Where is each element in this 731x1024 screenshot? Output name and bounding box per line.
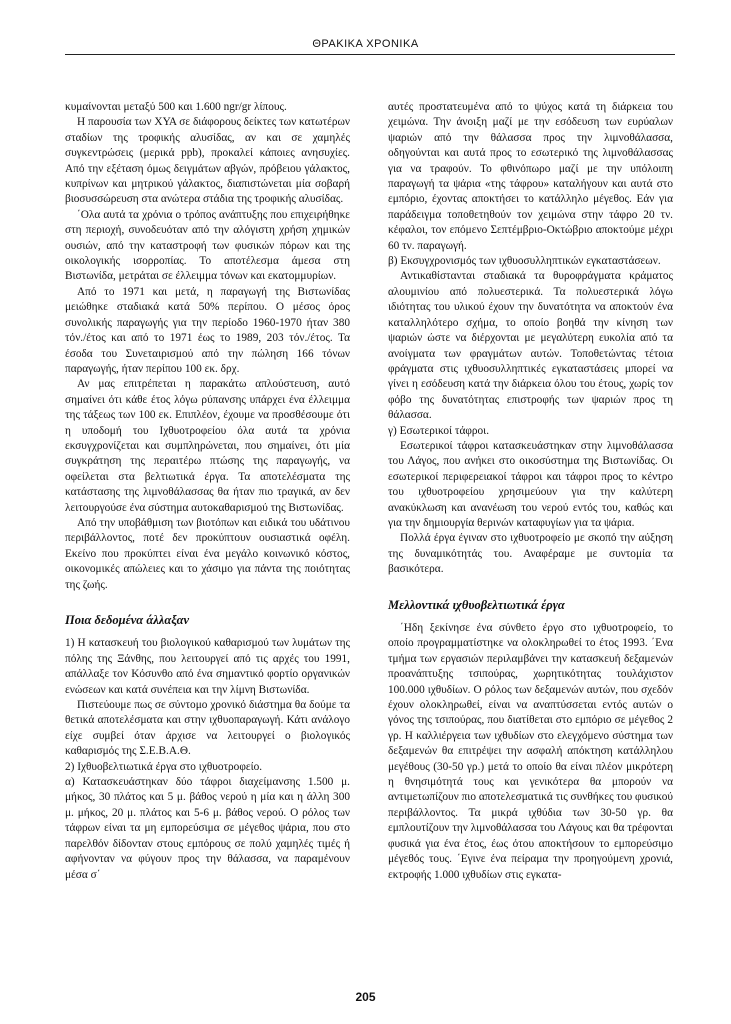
- paragraph: Αν μας επιτρέπεται η παρακάτω απλούστευση, αυτό σημαίνει ότι κάθε έτος λόγω ρύπανσης υπάρχει ένα έλλειμμα της τάξεως των 100 εκ. Επιπλέον, έχουμε να προσθέσουμε ότι η υποδομή του Ιχθυοτροφείου όλα αυτά τα χρόνια εκσυγχρονίζεται και συμπληρώνεται, που σημαίνει, ότι μία συγκράτηση της περαιτέρω πτώσης της παραγωγής, να οφείλεται στα βελτιωτικά έργα. Τα αποτελέσματα της κατάστασης της λιμνοθάλασσας θα ήταν πιο τραγικά, αν δεν λειτουργούσε ένα σύστημα αυτοκαθαρισμού της Βιστωνίδας.: [65, 378, 350, 514]
- paragraph: β) Εκσυγχρονισμός των ιχθυοσυλληπτικών εγκαταστάσεων.: [388, 255, 661, 268]
- paragraph: α) Κατασκευάστηκαν δύο τάφροι διαχείμανσης 1.500 μ. μήκος, 30 πλάτος και 5 μ. βάθος νερού η μία και η άλλη 300 μ. μήκος, 20 μ. πλάτος και 5-6 μ. βάθος νερού. Ο ρόλος των τάφρων είναι τα μη εμπορεύσιμα σε μέγεθος ψάρια, που στο παρελθόν δίδονταν στους εμπόρους σε πολύ χαμηλές τιμές ή αφήνονταν να φύγουν προς την θάλασσα, να παραμένουν μέσα σ΄: [65, 776, 350, 881]
- paragraph: γ) Εσωτερικοί τάφροι.: [388, 424, 490, 437]
- paragraph: 2) Ιχθυοβελτιωτικά έργα στο ιχθυοτροφείο.: [65, 760, 263, 773]
- paragraph: Η παρουσία των ΧΥΑ σε διάφορους δείκτες των κατωτέρων σταδίων της τροφικής αλυσίδας, αν και σε χαμηλές συγκεντρώσεις (μερικά ppb), προκαλεί κάποιες ανησυχίες. Από την εξέταση όμως δειγμάτων αβγών, πρόβειου γάλακτος, κυπρίνων και μητρικού γάλακτος, διαπιστώνεται μία σοβαρή βιοσυσσώρευση στα ανώτερα στάδια της τροφικής αλυσίδας.: [65, 116, 350, 206]
- paragraph: ΄Ηδη ξεκίνησε ένα σύνθετο έργο στο ιχθυοτροφείο, το οποίο προγραμματίστηκε να ολοκληρωθεί το έτος 1993. ΄Ενα τμήμα των εργασιών περιλαμβάνει την κατασκευή δεξαμενών προανάπτυξης τσιπούρας, χωρητικότητας τουλάχιστον 100.000 ιχθυδίων. Ο ρόλος των δεξαμενών αυτών, που σχεδόν έχουν ολοκληρωθεί, είναι να αναπτύσσεται εντός αυτών ο γόνος της τσιπούρας, που διατίθεται στο εμπόριο σε μέγεθος 2 γρ. Η καλλιέργεια των ιχθυδίων στο ελεγχόμενο σύστημα των δεξαμενών θα επιτρέψει την ασφαλή απόκτηση κατάλληλου μεγέθους (30-50 γρ.) μετά το οποίο θα είναι πλέον μικρότερη η θνησιμότητά τους και γενικότερα θα μπορούν να αντιμετωπίζουν πιο αποτελεσματικά τις συνθήκες του φυσικού περιβάλλοντος. Τα μικρά ιχθύδια των 30-50 γρ. θα εμπλουτίζουν την λιμνοθάλασσα του Λάγους και θα τρέφονται φυσικά για ένα έτος, έως ότου αποκτήσουν το εμπορεύσιμο μέγεθός τους. ΄Εγινε ένα πείραμα την προηγούμενη χρονιά, εκτροφής 1.000 ιχθυδίων στις εγκατα-: [388, 622, 673, 881]
- paragraph: Από την υποβάθμιση των βιοτόπων και ειδικά του υδάτινου περιβάλλοντος, ποτέ δεν προκύπτουν ουσιαστικά οφέλη. Εκείνο που προκύπτει είναι ένα μεγάλο κοινωνικό κόστος, οικονομικές απώλειες και το χάσιμο για πάντα της ποιότητας της ζωής.: [65, 516, 350, 591]
- paragraph: κυμαίνονται μεταξύ 500 και 1.600 ngr/gr λίπους.: [65, 101, 287, 113]
- paragraph: Πολλά έργα έγιναν στο ιχθυοτροφείο με σκοπό την αύξηση της δυναμικότητάς του. Αναφέραμε με συντομία τα βασικότερα.: [388, 532, 673, 576]
- section-heading: Μελλοντικά ιχθυοβελτιωτικά έργα: [388, 597, 565, 612]
- section-heading: Ποια δεδομένα άλλαξαν: [65, 613, 190, 627]
- paragraph: Από το 1971 και μετά, η παραγωγή της Βιστωνίδας μειώθηκε σταδιακά κατά 50% περίπου. Ο μέσος όρος συνολικής παραγωγής για την περίοδο 1960-1970 ήταν 380 τόν./έτος και από το 1971 έως το 1989, 203 τόν./έτος. Τα έσοδα του Συνεταιρισμού από την πώληση 166 τόνων παραγωγής, ήταν περίπου 100 εκ. δρχ.: [65, 285, 350, 375]
- paragraph: αυτές προστατευμένα από το ψύχος κατά τη διάρκεια του χειμώνα. Την άνοιξη μαζί με την εσόδευση των ευρύαλων ψαριών από την θάλασσα προς την λιμνοθάλασσα, οδηγούνται και αυτά προς το εσωτερικό της λιμνοθάλασσας για να τραφούν. Το φθινόπωρο μαζί με την υπόλοιπη παραγωγή τα ψάρια «της τάφρου» καταλήγουν και αυτά στο εμπόριο, έχοντας αποκτήσει το κατάλληλο μέγεθος. Εάν για παράδειγμα τοποθετηθούν τον χειμώνα στην τάφρο 20 τν. κέφαλοι, τον επόμενο Σεπτέμβριο-Οκτώβριο αποκτούμε μέχρι 60 τν. παραγωγή.: [388, 101, 673, 252]
- page-number: 205: [355, 990, 376, 1004]
- paragraph: ΄Ολα αυτά τα χρόνια ο τρόπος ανάπτυξης που επιχειρήθηκε στη περιοχή, συνοδευόταν από την αλόγιστη χρήση χημικών ουσιών, από την καταστροφή των φυσικών πόρων και της οικολογικής ισορροπίας. Το αποτέλεσμα άμεσα στη Βιστωνίδα, μετράται σε έλλειμμα τόνων και εκατομμυρίων.: [65, 208, 350, 283]
- paragraph: Πιστεύουμε πως σε σύντομο χρονικό διάστημα θα δούμε τα θετικά αποτελέσματα και στην ιχθυοπαραγωγή. Κάτι ανάλογο είχε συμβεί όταν άρχισε να λειτουργεί ο βιολογικός καθαρισμός της Σ.Ε.Β.Α.Θ.: [65, 699, 350, 758]
- running-header: ΘΡΑΚΙΚΑ ΧΡΟΝΙΚΑ: [312, 38, 419, 50]
- paragraph: Αντικαθίστανται σταδιακά τα θυροφράγματα κράματος αλουμινίου από πολυεστερικά. Τα πολυεστερικά λόγω ιδιότητας του υλικού έχουν την δυνατότητα να αποκτούν ένα καταλληλότερο σχήμα, το οποίο βοηθά την κίνηση των ψαριών ώστε να διέρχονται με μεγαλύτερη ευκολία από τα ανοίγματα των φραγμάτων αυτών. Τοποθετώντας τέτοια φράγματα στις ιχθυοσυλληπτικές εγκαταστάσεις μπορεί να γίνει η εσόδευση κατά την διάρκεια όλου του έτους, χωρίς τον φόβο της δυνατότητας επιστροφής των ψαριών προς τη θάλασσα.: [388, 270, 673, 422]
- left-column: [65, 100, 350, 883]
- paragraph: 1) Η κατασκευή του βιολογικού καθαρισμού των λυμάτων της πόλης της Ξάνθης, που λειτουργεί από τις αρχές του 1991, απάλλαξε τον Κόσυνθο από ένα σημαντικό φορτίο οργανικών ενώσεων και κατά συνέπεια και την λίμνη Βιστωνίδα.: [65, 637, 350, 696]
- paragraph: Εσωτερικοί τάφροι κατασκευάστηκαν στην λιμνοθάλασσα του Λάγος, που ανήκει στο οικοσύστημα της Βιστωνίδας. Οι εσωτερικοί περιφερειακοί τάφροι και τάφροι προς το κέντρο του ιχθυοτροφείου χρησιμεύουν για την καλύτερη ανακύκλωση και ανανέωση του νερού εντός του, καθώς και για την δημιουργία θερινών καταφυγίων για τα ψάρια.: [388, 439, 673, 529]
- header-rule: [65, 54, 675, 55]
- right-column: [388, 100, 673, 883]
